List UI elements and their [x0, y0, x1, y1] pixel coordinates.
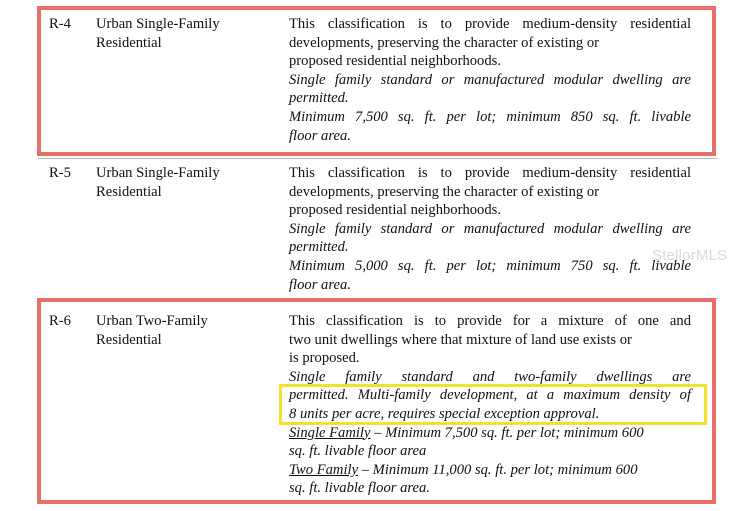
zoning-description: This classification is to provide medium-density residential developments, preserving the character of existing or proposed residential neighborhoods. Single family standard or manufactured modular dwelling are permitted. Minimum 7,500 sq. ft. per lot; minimum 850 sq. ft. livable floor area. [289, 16, 691, 144]
zoning-description: This classification is to provide medium-density residential developments, preserving the character of existing or proposed residential neighborhoods. Single family standard or manufactured modular dwelling are permitted. Minimum 5,000 sq. ft. per lot; minimum 750 sq. ft. livable floor area. [289, 165, 691, 293]
zoning-code: R-5 [49, 165, 71, 181]
zoning-code: R-6 [49, 313, 71, 329]
two-family-label: Two Family [289, 461, 359, 478]
zoning-name: Urban Single-Family Residential [96, 165, 220, 200]
row-divider [38, 158, 718, 159]
highlight-box-r6 [37, 298, 716, 504]
zoning-code: R-4 [49, 16, 71, 32]
zoning-name: Urban Single-Family Residential [96, 16, 220, 51]
watermark: StellorMLS [652, 247, 728, 264]
zoning-name: Urban Two-Family Residential [96, 313, 208, 348]
single-family-label: Single Family [289, 424, 371, 441]
highlight-box-r4 [37, 6, 716, 156]
zoning-description: This classification is to provide for a mixture of one and two unit dwellings where that mixture of land use exists or is proposed. Single family standard and two-family dwellings are permitted. Multi-family development, at a maximum density of 8 units per acre, requires special exception approval. Single Family – Minimum 7,500 sq. ft. per lot; minimum 600 sq. ft. livable floor area Two Family – Minimum 11,000 sq. ft. per lot; minimum 600 sq. ft. livable floor area. [289, 313, 691, 497]
